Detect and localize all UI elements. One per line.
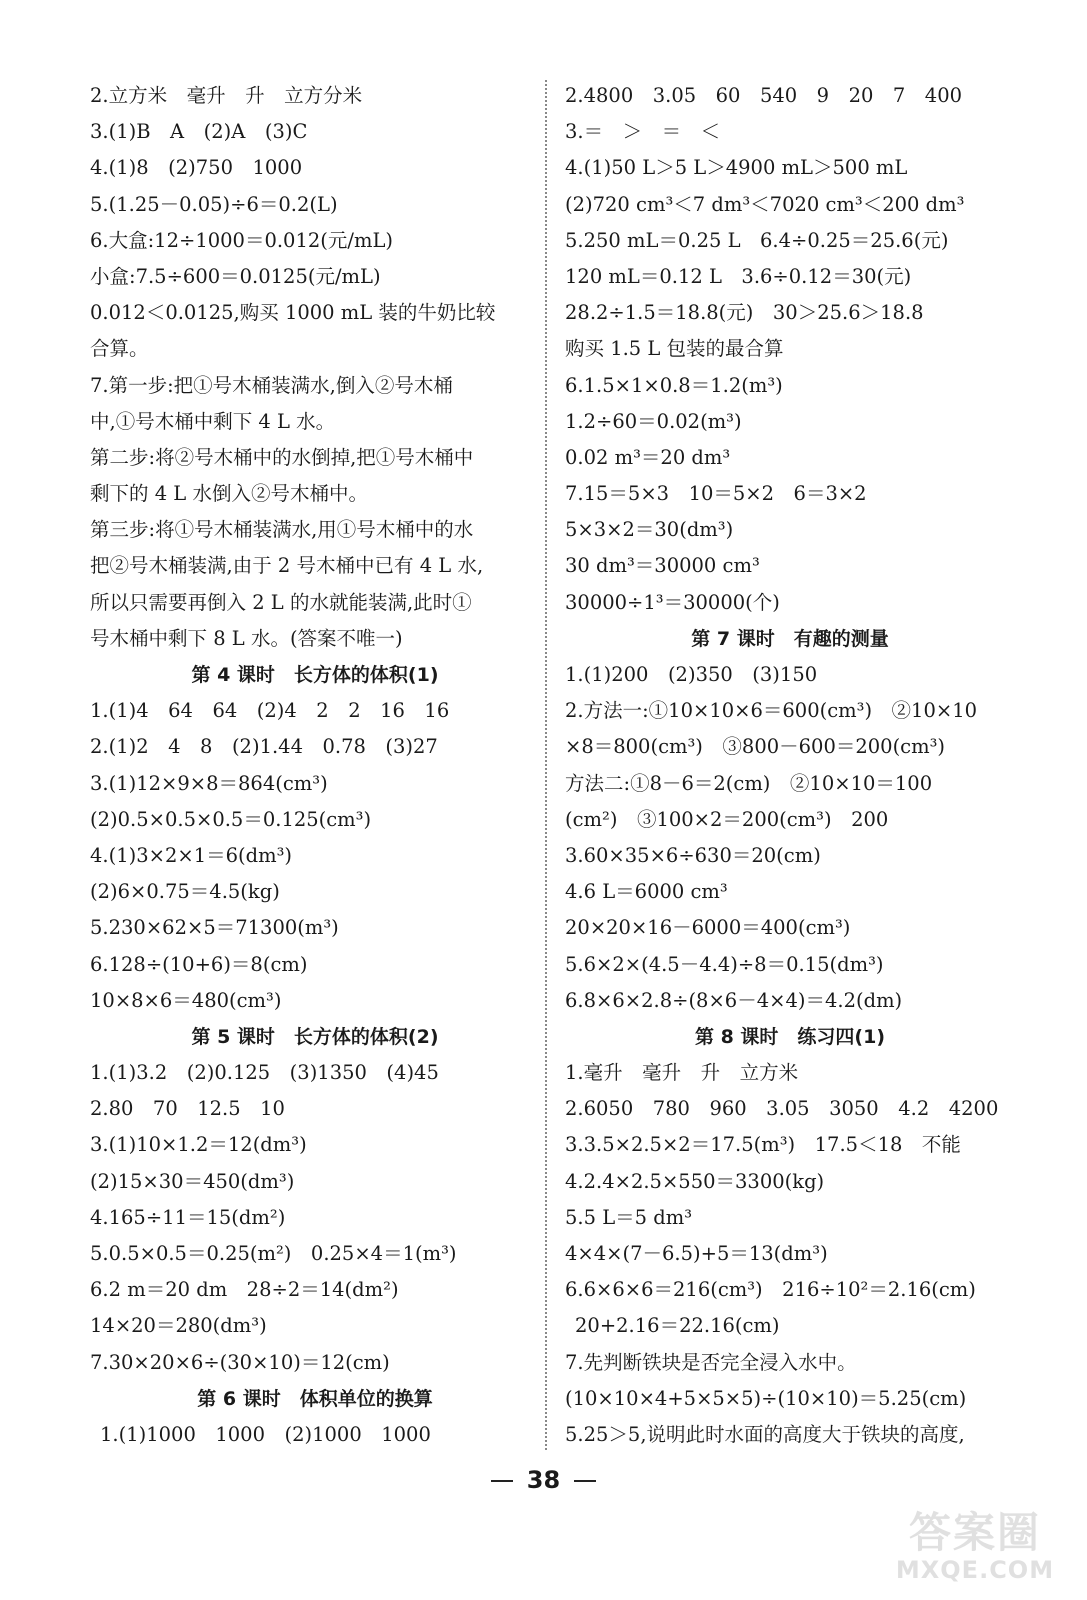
answer-line: 3.＝ ＞ ＝ ＜ bbox=[565, 120, 721, 144]
footer-dash-left bbox=[491, 1480, 513, 1482]
answer-line: 20+2.16＝22.16(cm) bbox=[575, 1314, 780, 1338]
answer-line: 0.012＜0.0125,购买 1000 mL 装的牛奶比较 bbox=[90, 301, 496, 325]
section-heading-lesson-4: 第 4 课时 长方体的体积(1) bbox=[191, 664, 439, 686]
answer-line: 6.2 m＝20 dm 28÷2＝14(dm²) bbox=[90, 1278, 399, 1302]
answer-line: 1.毫升 毫升 升 立方米 bbox=[565, 1061, 799, 1085]
answer-line: 第二步:将②号木桶中的水倒掉,把①号木桶中 bbox=[90, 445, 474, 469]
answer-line: 5.5 L＝5 dm³ bbox=[565, 1205, 693, 1229]
answer-line: 方法二:①8－6＝2(cm) ②10×10＝100 bbox=[565, 771, 933, 795]
answer-line: 4×4×(7－6.5)+5＝13(dm³) bbox=[565, 1242, 828, 1265]
site-watermark bbox=[880, 1500, 1070, 1590]
answer-line: 14×20＝280(dm³) bbox=[90, 1314, 267, 1338]
answer-line: 0.02 m³＝20 dm³ bbox=[565, 445, 731, 469]
section-heading-lesson-5: 第 5 课时 长方体的体积(2) bbox=[191, 1025, 439, 1048]
answer-line: 3.(1)B A (2)A (3)C bbox=[90, 120, 308, 144]
answer-line: 30 dm³＝30000 cm³ bbox=[565, 554, 760, 578]
right-column bbox=[565, 78, 1015, 1453]
answer-line: 4.(1)8 (2)750 1000 bbox=[90, 156, 303, 180]
answer-line: 5×3×2＝30(dm³) bbox=[565, 518, 734, 542]
footer-dash-right bbox=[574, 1480, 596, 1482]
answer-line: 5.(1.25－0.05)÷6＝0.2(L) bbox=[90, 192, 338, 216]
answer-line: 7.先判断铁块是否完全浸入水中。 bbox=[565, 1350, 857, 1374]
section-heading-lesson-7: 第 7 课时 有趣的测量 bbox=[691, 627, 889, 650]
answer-line: 2.立方米 毫升 升 立方分米 bbox=[90, 84, 363, 107]
watermark-logo-text: 答案圈 bbox=[908, 1508, 1041, 1557]
answer-line: (cm²) ③100×2＝200(cm³) 200 bbox=[565, 807, 889, 831]
answer-line: (2)15×30＝450(dm³) bbox=[90, 1169, 295, 1193]
answer-line: 7.30×20×6÷(30×10)＝12(cm) bbox=[90, 1350, 390, 1374]
left-column bbox=[90, 78, 540, 1453]
answer-line: 7.15＝5×3 10＝5×2 6＝3×2 bbox=[565, 482, 867, 506]
answer-line: 6.128÷(10+6)＝8(cm) bbox=[90, 952, 308, 976]
answer-line: 28.2÷1.5＝18.8(元) 30＞25.6＞18.8 bbox=[565, 301, 924, 325]
answer-line: 6.1.5×1×0.8＝1.2(m³) bbox=[565, 373, 783, 397]
column-divider bbox=[545, 80, 547, 1450]
answer-line: 2.(1)2 4 8 (2)1.44 0.78 (3)27 bbox=[90, 735, 438, 759]
answer-line: 1.(1)1000 1000 (2)1000 1000 bbox=[100, 1422, 431, 1446]
answer-line: 7.第一步:把①号木桶装满水,倒入②号木桶 bbox=[90, 373, 453, 397]
answer-line: (2)6×0.75＝4.5(kg) bbox=[90, 880, 280, 904]
answer-line: 号木桶中剩下 8 L 水。(答案不唯一) bbox=[90, 626, 403, 650]
answer-line: 剩下的 4 L 水倒入②号木桶中。 bbox=[90, 482, 368, 506]
answer-line: 20×20×16－6000＝400(cm³) bbox=[565, 916, 851, 940]
answer-line: 1.2÷60＝0.02(m³) bbox=[565, 409, 742, 433]
answer-line: 第三步:将①号木桶装满水,用①号木桶中的水 bbox=[90, 518, 474, 542]
answer-line: 4.(1)50 L＞5 L＞4900 mL＞500 mL bbox=[565, 156, 908, 180]
answer-line: 5.250 mL＝0.25 L 6.4÷0.25＝25.6(元) bbox=[565, 228, 949, 252]
section-heading-lesson-6: 第 6 课时 体积单位的换算 bbox=[197, 1387, 433, 1410]
answer-line: 6.8×6×2.8÷(8×6－4×4)＝4.2(dm) bbox=[565, 988, 903, 1012]
answer-line: 30000÷1³＝30000(个) bbox=[565, 590, 780, 614]
answer-line: 3.(1)10×1.2＝12(dm³) bbox=[90, 1133, 307, 1157]
answer-line: 10×8×6＝480(cm³) bbox=[90, 988, 282, 1012]
answer-line: 5.25＞5,说明此时水面的高度大于铁块的高度, bbox=[565, 1422, 965, 1446]
answer-line: 3.(1)12×9×8＝864(cm³) bbox=[90, 771, 328, 795]
answer-line: 5.6×2×(4.5－4.4)÷8＝0.15(dm³) bbox=[565, 952, 884, 976]
answer-line: 2.80 70 12.5 10 bbox=[90, 1097, 285, 1121]
answer-line: 3.3.5×2.5×2＝17.5(m³) 17.5＜18 不能 bbox=[565, 1133, 961, 1157]
answer-line: (2)0.5×0.5×0.5＝0.125(cm³) bbox=[90, 807, 372, 831]
answer-line: 6.大盒:12÷1000＝0.012(元/mL) bbox=[90, 228, 394, 252]
answer-line: 120 mL＝0.12 L 3.6÷0.12＝30(元) bbox=[565, 264, 912, 288]
answer-line: 4.165÷11＝15(dm²) bbox=[90, 1205, 286, 1229]
answer-line: 中,①号木桶中剩下 4 L 水。 bbox=[90, 409, 336, 433]
answer-line: 把②号木桶装满,由于 2 号木桶中已有 4 L 水, bbox=[90, 554, 484, 578]
answer-line: 4.2.4×2.5×550＝3300(kg) bbox=[565, 1169, 825, 1193]
section-heading-lesson-8: 第 8 课时 练习四(1) bbox=[694, 1025, 886, 1048]
answer-line: 合算。 bbox=[90, 337, 149, 361]
answer-line: (2)720 cm³＜7 dm³＜7020 cm³＜200 dm³ bbox=[565, 192, 965, 216]
answer-line: 6.6×6×6＝216(cm³) 216÷10²＝2.16(cm) bbox=[565, 1278, 976, 1302]
answer-line: 1.(1)200 (2)350 (3)150 bbox=[565, 663, 818, 686]
watermark-domain: MXQE.COM bbox=[895, 1556, 1055, 1584]
answer-line: 4.6 L＝6000 cm³ bbox=[565, 880, 728, 904]
answer-line: 5.0.5×0.5＝0.25(m²) 0.25×4＝1(m³) bbox=[90, 1242, 457, 1265]
answer-line: 3.60×35×6÷630＝20(cm) bbox=[565, 843, 821, 867]
answer-line: 1.(1)4 64 64 (2)4 2 2 16 16 bbox=[90, 699, 450, 723]
answer-line: 2.6050 780 960 3.05 3050 4.2 4200 bbox=[565, 1097, 999, 1121]
answer-line: 2.方法一:①10×10×6＝600(cm³) ②10×10 bbox=[565, 699, 978, 723]
answer-line: 4.(1)3×2×1＝6(dm³) bbox=[90, 843, 293, 867]
page-footer bbox=[0, 1466, 1087, 1494]
answer-line: 购买 1.5 L 包装的最合算 bbox=[565, 337, 784, 361]
answer-line: 2.4800 3.05 60 540 9 20 7 400 bbox=[565, 84, 963, 107]
page-number: 38 bbox=[526, 1466, 561, 1494]
answer-line: 所以只需要再倒入 2 L 的水就能装满,此时① bbox=[90, 590, 472, 614]
answer-line: ×8＝800(cm³) ③800－600＝200(cm³) bbox=[565, 735, 946, 759]
answer-line: 1.(1)3.2 (2)0.125 (3)1350 (4)45 bbox=[90, 1061, 439, 1085]
answer-line: 5.230×62×5＝71300(m³) bbox=[90, 916, 339, 940]
answer-line: (10×10×4+5×5×5)÷(10×10)＝5.25(cm) bbox=[565, 1386, 967, 1410]
answer-line: 小盒:7.5÷600＝0.0125(元/mL) bbox=[90, 264, 381, 288]
